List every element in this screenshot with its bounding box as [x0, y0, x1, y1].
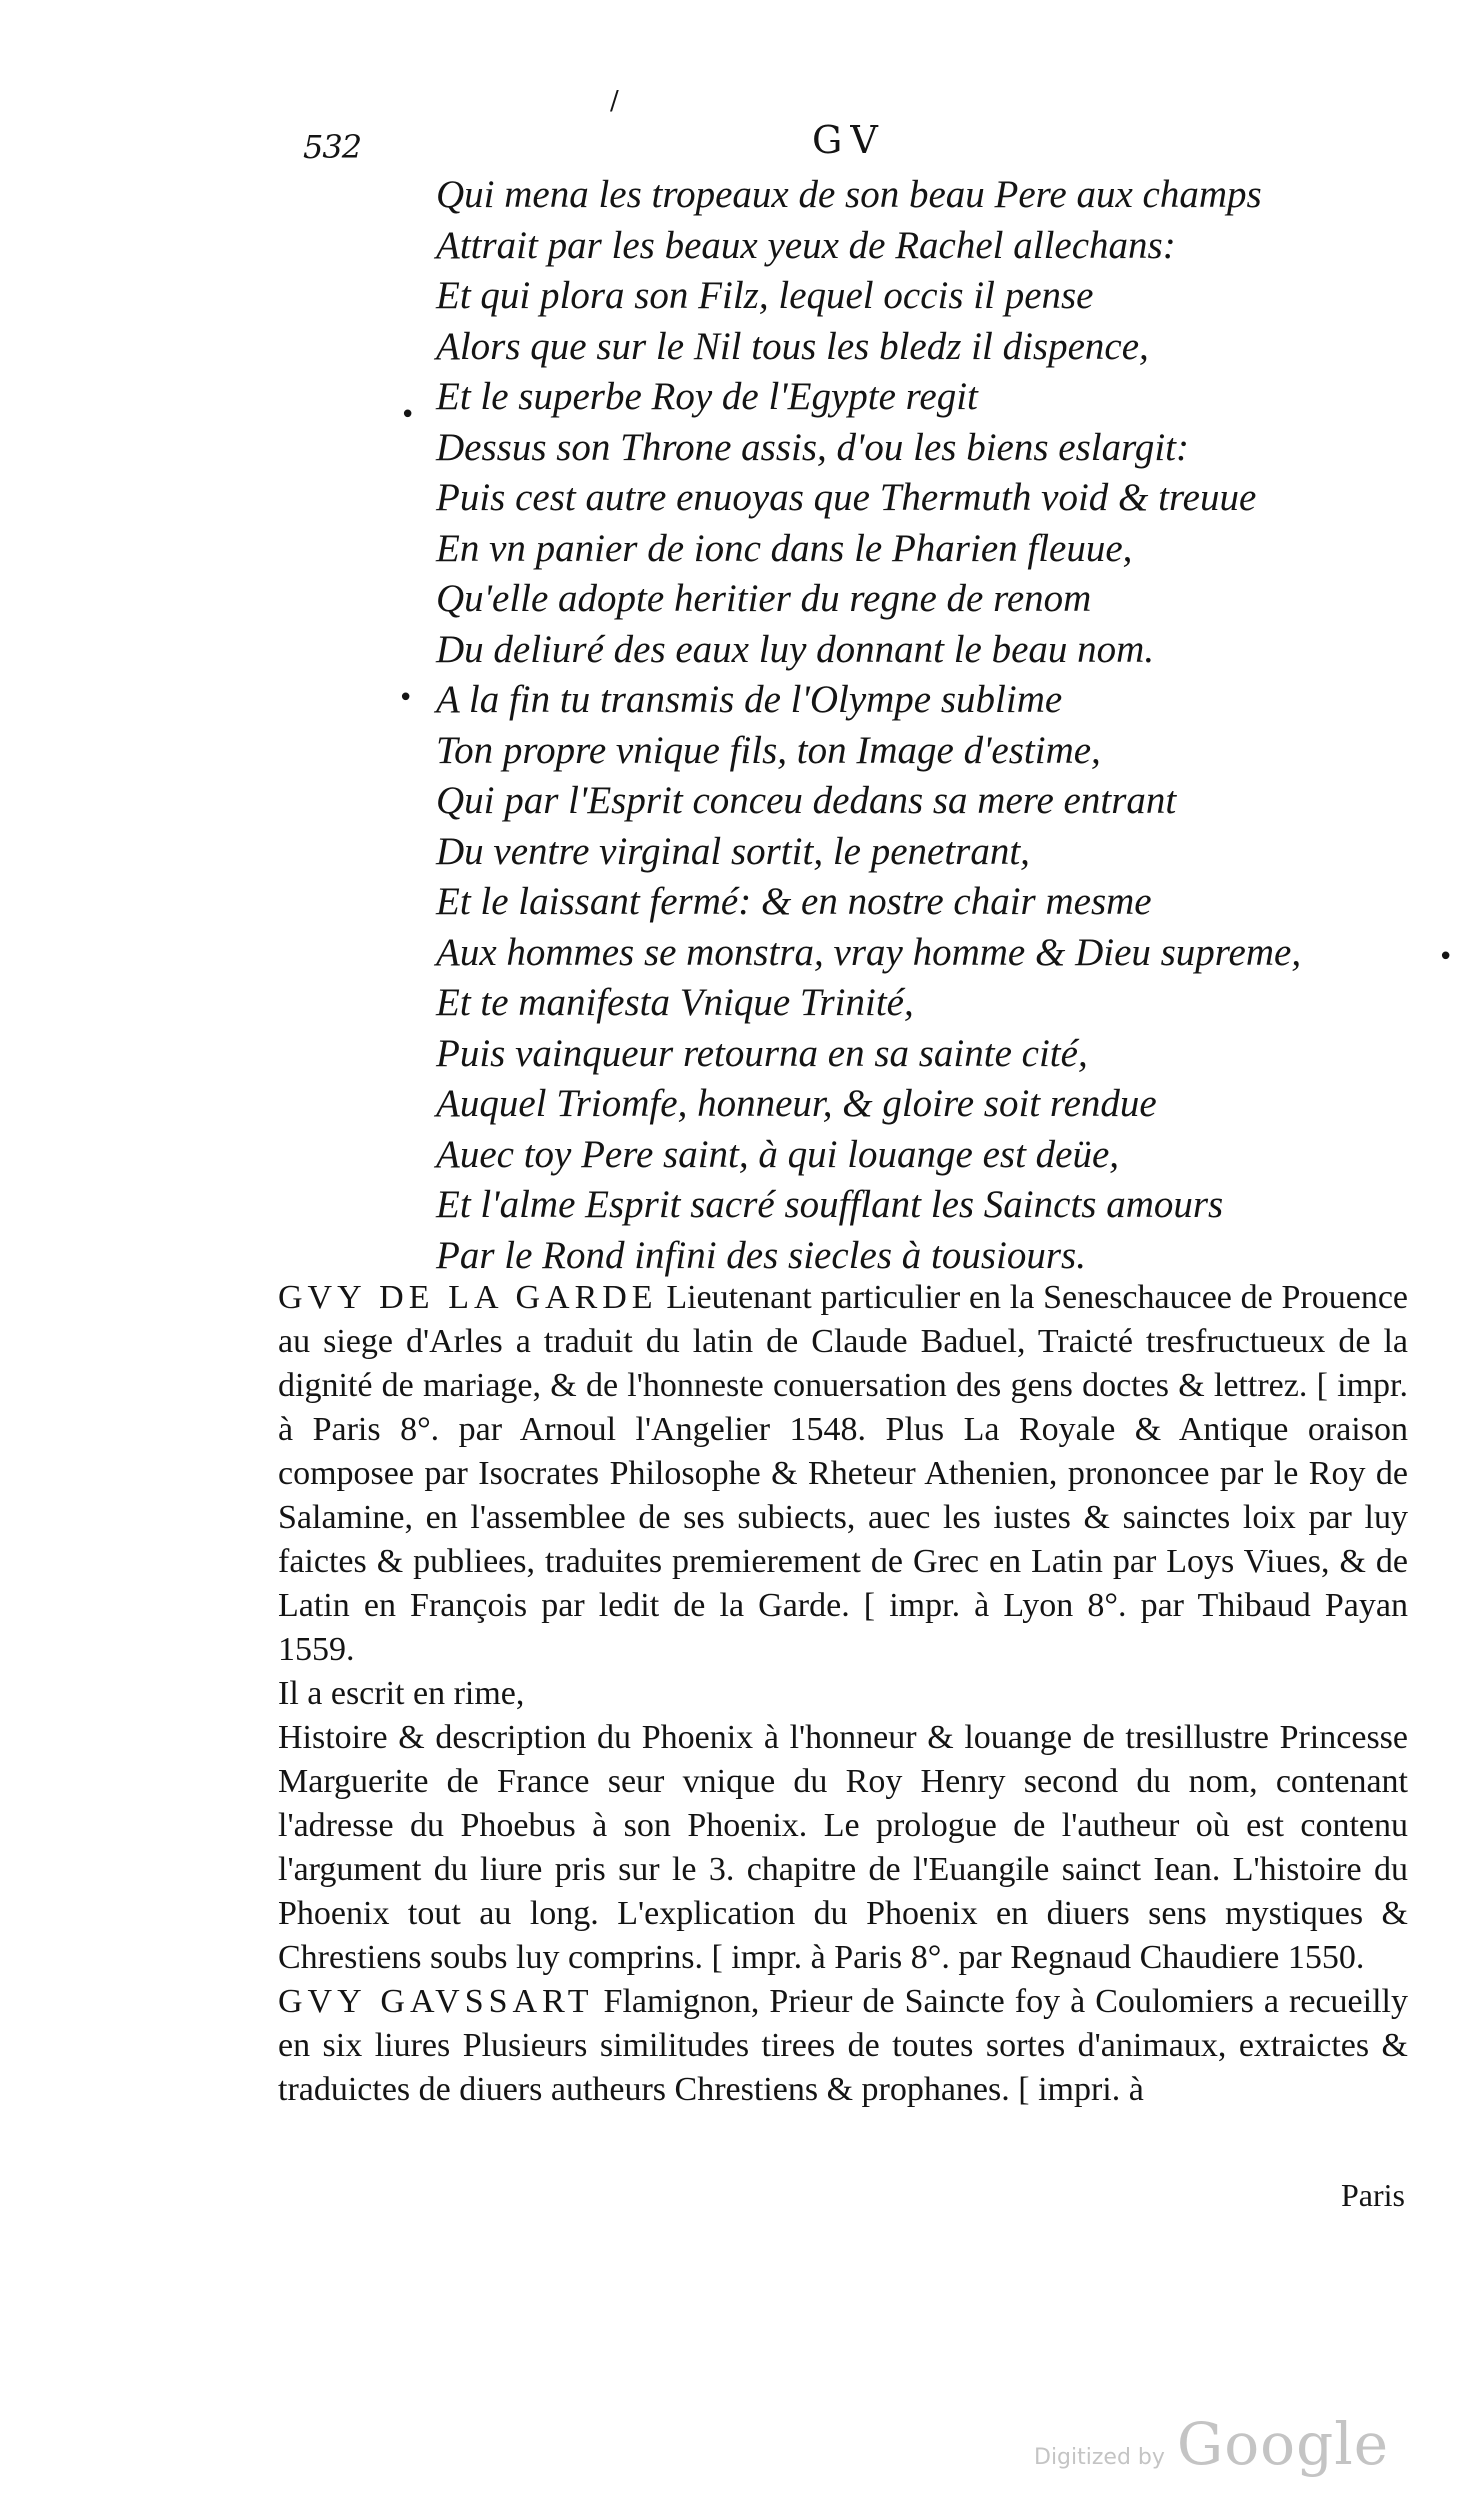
poem-line: Et qui plora son Filz, lequel occis il pense [436, 274, 1094, 317]
bibliography-entries [278, 1276, 1408, 2112]
poem-line: A la fin tu transmis de l'Olympe sublime [436, 678, 1063, 721]
entry-name: GVY DE LA GARDE [278, 1279, 658, 1316]
poem-line: Ton propre vnique fils, ton Image d'estime, [436, 728, 1101, 772]
poem-line: Du ventre virginal sortit, le penetrant, [436, 829, 1030, 873]
poem [436, 170, 1356, 1281]
running-head: GV [812, 118, 886, 162]
entry-rime-label: Il a escrit en rime, [278, 1675, 525, 1712]
poem-line: Et le superbe Roy de l'Egypte regit [436, 375, 978, 418]
entry-rime-text: Histoire & description du Phoenix à l'honneur & louange de tresillustre Princesse Marguerite de France seur vnique du Roy Henry second du nom, contenant l'adresse du Phoebus à son Phoenix. Le prologue de l'autheur où est contenu l'argument du liure pris sur le 3. chapitre de l'Euangile sainct Iean. L'histoire du Phoenix tout au long. L'explication du Phoenix en diuers sens mystiques & Chrestiens soubs luy comprins. [ impr. à Paris 8°. par Regnaud Chaudiere 1550. [278, 1719, 1408, 1976]
watermark-prefix: Digitized by [1034, 2445, 1165, 2470]
poem-line: En vn panier de ionc dans le Pharien fleuue, [436, 526, 1133, 570]
entry-text: Flamignon, Prieur de Saincte foy à Coulomiers a recueilly en six liures Plusieurs similitudes tirees de toutes sortes d'animaux, extraictes & traduictes de diuers autheurs Chrestiens & prophanes. [ impri. à [278, 1983, 1408, 2108]
margin-dot: • [400, 400, 416, 430]
poem-line: Auec toy Pere saint, à qui louange est deüe, [436, 1132, 1120, 1176]
poem-line: Et le laissant fermé: & en nostre chair mesme [436, 880, 1152, 923]
poem-line: Dessus son Throne assis, d'ou les biens eslargit: [436, 425, 1189, 469]
poem-line: Puis vainqueur retourna en sa sainte cité, [436, 1031, 1088, 1075]
poem-line: Et l'alme Esprit sacré soufflant les Saincts amours [436, 1183, 1224, 1226]
poem-line: Alors que sur le Nil tous les bledz il dispence, [436, 324, 1149, 368]
entry-name: GVY GAVSSART [278, 1983, 594, 2020]
catchword: Paris [1341, 2177, 1405, 2213]
poem-line: Qui mena les tropeaux de son beau Pere aux champs [436, 173, 1262, 216]
poem-line: Attrait par les beaux yeux de Rachel allechans: [436, 223, 1176, 267]
poem-line: Auquel Triomfe, honneur, & gloire soit rendue [436, 1082, 1157, 1125]
poem-line: Qu'elle adopte heritier du regne de renom [436, 577, 1092, 620]
margin-dot: • [1438, 942, 1454, 972]
poem-line: Aux hommes se monstra, vray homme & Dieu supreme, [436, 930, 1302, 974]
ink-tick: / [610, 86, 619, 116]
poem-line: Du deliuré des eaux luy donnant le beau nom. [436, 627, 1155, 671]
entry-guy-gaussart [278, 1980, 1408, 2112]
page-number: 532 [303, 128, 362, 166]
poem-line: Par le Rond infini des siecles à tousiours. [436, 1233, 1086, 1277]
poem-line: Puis cest autre enuoyas que Thermuth void & treuue [436, 476, 1257, 519]
entry-text: Lieutenant particulier en la Seneschaucee de Prouence au siege d'Arles a traduit du latin de Claude Baduel, Traicté tresfructueux de la dignité de mariage, & de l'honneste conuersation des gens doctes & lettrez. [ impr. à Paris 8°. par Arnoul l'Angelier 1548. Plus La Royale & Antique oraison composee par Isocrates Philosophe & Rheteur Athenien, prononcee par le Roy de Salamine, en l'assemblee de ses subiects, auec les iustes & sainctes loix par luy faictes & publiees, traduites premierement de Grec en Latin par Loys Viues, & de Latin en François par ledit de la Garde. [ impr. à Lyon 8°. par Thibaud Payan 1559. [278, 1279, 1408, 1668]
entry-guy-de-la-garde [278, 1276, 1408, 1672]
google-watermark [1034, 2410, 1389, 2478]
google-logo: Google [1176, 2410, 1390, 2478]
poem-line: Et te manifesta Vnique Trinité, [436, 981, 914, 1024]
poem-line: Qui par l'Esprit conceu dedans sa mere entrant [436, 779, 1177, 822]
margin-dot: • [398, 683, 414, 713]
